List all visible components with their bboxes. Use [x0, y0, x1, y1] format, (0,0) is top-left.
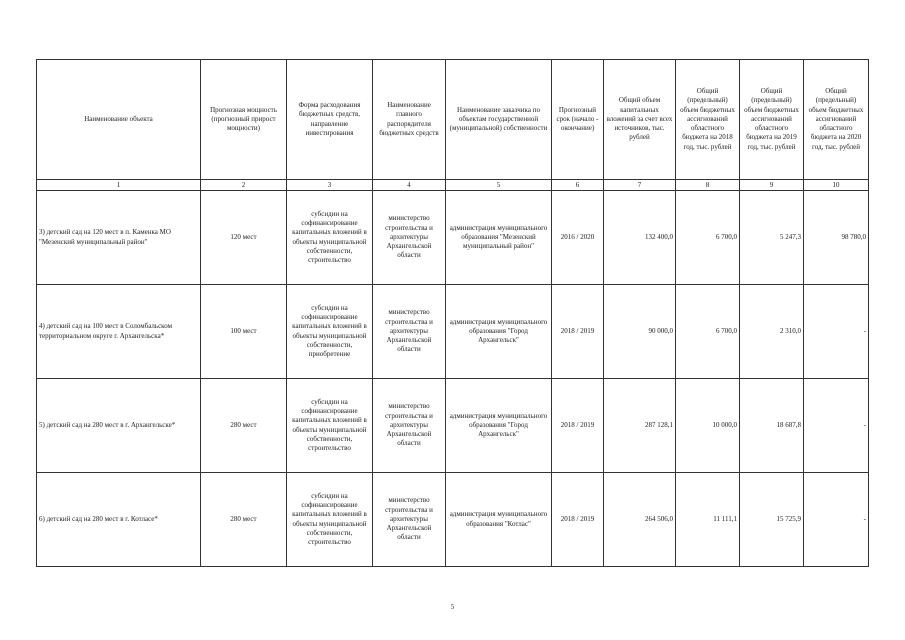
budget-2018-cell: 6 700,0 — [676, 191, 740, 285]
table-row — [37, 191, 869, 285]
period-cell: 2018 / 2019 — [552, 379, 604, 473]
budget-2018-cell: 10 000,0 — [676, 379, 740, 473]
capacity-cell: 100 мест — [201, 285, 287, 379]
header-object-name: Наименование объекта — [37, 60, 201, 180]
header-budget-distributor: Наименование главного распорядителя бюджетных средств — [373, 60, 446, 180]
budget-2018-cell: 6 700,0 — [676, 285, 740, 379]
customer-cell: администрация муниципального образования "Котлас" — [446, 473, 552, 567]
header-budget-2018: Общий (предельный) объем бюджетных ассигнований областного бюджета на 2018 год, тыс. рублей — [676, 60, 740, 180]
total-volume-cell: 132 400,0 — [604, 191, 676, 285]
header-budget-2019: Общий (предельный) объем бюджетных ассигнований областного бюджета на 2019 год, тыс. рублей — [740, 60, 804, 180]
page-number: 5 — [450, 603, 455, 611]
spending-form-cell: субсидии на софинансирование капитальных вложений в объекты муниципальной собственности, строительство — [287, 191, 373, 285]
header-total-volume: Общий объем капитальных вложений за счет всех источников, тыс. рублей — [604, 60, 676, 180]
distributor-cell: министерство строительства и архитектуры Архангельской области — [373, 473, 446, 567]
budget-2019-cell: 2 310,0 — [740, 285, 804, 379]
distributor-cell: министерство строительства и архитектуры Архангельской области — [373, 285, 446, 379]
column-number: 1 — [37, 180, 201, 191]
distributor-cell: министерство строительства и архитектуры Архангельской области — [373, 379, 446, 473]
column-number: 3 — [287, 180, 373, 191]
period-cell: 2018 / 2019 — [552, 285, 604, 379]
customer-cell: администрация муниципального образования "Мезенский муниципальный район" — [446, 191, 552, 285]
period-cell: 2016 / 2020 — [552, 191, 604, 285]
spending-form-cell: субсидии на софинансирование капитальных вложений в объекты муниципальной собственности, строительство — [287, 379, 373, 473]
budget-2020-cell: - — [804, 473, 869, 567]
header-capacity: Прогнозная мощность (прогнозный прирост мощности) — [201, 60, 287, 180]
header-period: Прогнозный срок (начало - окончание) — [552, 60, 604, 180]
header-row — [37, 60, 869, 180]
table-row — [37, 473, 869, 567]
object-name-cell: 4) детский сад на 100 мест в Соломбальском территориальном округе г. Архангельска* — [37, 285, 201, 379]
column-number: 6 — [552, 180, 604, 191]
period-cell: 2018 / 2019 — [552, 473, 604, 567]
table-row — [37, 379, 869, 473]
object-name-cell: 3) детский сад на 120 мест в п. Каменка МО "Мезенский муниципальный район" — [37, 191, 201, 285]
spending-form-cell: субсидии на софинансирование капитальных вложений в объекты муниципальной собственности, строительство — [287, 473, 373, 567]
distributor-cell: министерство строительства и архитектуры Архангельской области — [373, 191, 446, 285]
budget-2019-cell: 18 687,8 — [740, 379, 804, 473]
capacity-cell: 280 мест — [201, 379, 287, 473]
budget-2020-cell: - — [804, 379, 869, 473]
budget-2020-cell: 98 780,0 — [804, 191, 869, 285]
column-number: 9 — [740, 180, 804, 191]
header-spending-form: Форма расходования бюджетных средств, направление инвестирования — [287, 60, 373, 180]
header-customer: Наименование заказчика по объектам государственной (муниципальной) собственности — [446, 60, 552, 180]
capital-investment-table — [36, 59, 869, 567]
customer-cell: администрация муниципального образования "Город Архангельск" — [446, 379, 552, 473]
budget-2018-cell: 11 111,1 — [676, 473, 740, 567]
column-number-row — [37, 180, 869, 191]
column-number: 4 — [373, 180, 446, 191]
total-volume-cell: 90 000,0 — [604, 285, 676, 379]
object-name-cell: 5) детский сад на 280 мест в г. Архангельске* — [37, 379, 201, 473]
total-volume-cell: 264 506,0 — [604, 473, 676, 567]
spending-form-cell: субсидии на софинансирование капитальных вложений в объекты муниципальной собственности, приобретение — [287, 285, 373, 379]
column-number: 5 — [446, 180, 552, 191]
column-number: 7 — [604, 180, 676, 191]
total-volume-cell: 287 128,1 — [604, 379, 676, 473]
object-name-cell: 6) детский сад на 280 мест в г. Котласе* — [37, 473, 201, 567]
budget-2019-cell: 15 725,9 — [740, 473, 804, 567]
budget-2019-cell: 5 247,3 — [740, 191, 804, 285]
header-budget-2020: Общий (предельный) объем бюджетных ассигнований областного бюджета на 2020 год, тыс. рублей — [804, 60, 869, 180]
column-number: 2 — [201, 180, 287, 191]
column-number: 8 — [676, 180, 740, 191]
budget-2020-cell: - — [804, 285, 869, 379]
table-row — [37, 285, 869, 379]
column-number: 10 — [804, 180, 869, 191]
capacity-cell: 120 мест — [201, 191, 287, 285]
capacity-cell: 280 мест — [201, 473, 287, 567]
customer-cell: администрация муниципального образования "Город Архангельск" — [446, 285, 552, 379]
